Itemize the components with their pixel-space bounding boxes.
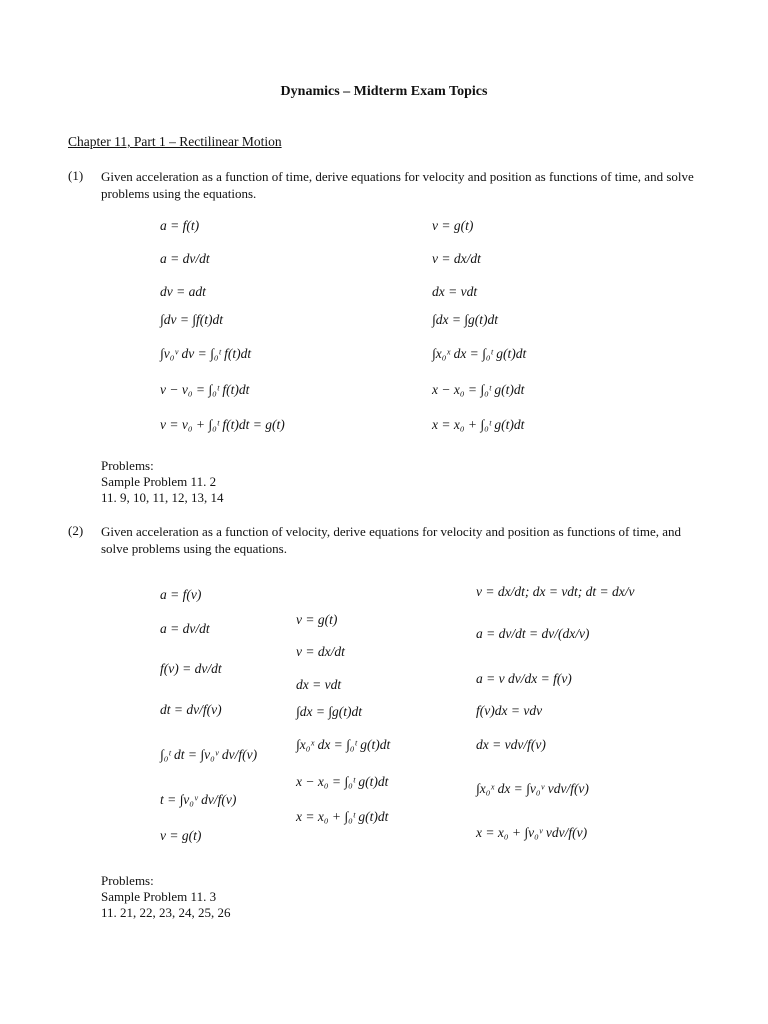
- item-2-left-eq-3: f(v) = dv/dt: [160, 661, 222, 676]
- item-2-left-eq-1: a = f(v): [160, 587, 202, 602]
- item-1-left-eq-7: v = v₀ + ∫₀ᵗ f(t)dt = g(t): [160, 417, 285, 432]
- chapter-heading: Chapter 11, Part 1 – Rectilinear Motion: [68, 134, 282, 149]
- item-2-middle-eq-2: v = dx/dt: [296, 644, 345, 659]
- item-1-right-eq-4: ∫dx = ∫g(t)dt: [432, 312, 498, 327]
- item-2-right-eq-2: a = dv/dt = dv/(dx/v): [476, 626, 590, 641]
- item-1-right-eq-3: dx = vdt: [432, 284, 478, 299]
- problem-list: 11. 21, 22, 23, 24, 25, 26: [101, 905, 231, 920]
- item-1-left-eq-6: v − v₀ = ∫₀ᵗ f(t)dt: [160, 382, 250, 397]
- item-1-text: Given acceleration as a function of time, derive equations for velocity and position as functions of time, and solve problems using the equations.: [101, 169, 694, 201]
- item-2-middle-eq-1: v = g(t): [296, 612, 338, 627]
- item-2-right-eq-7: x = x₀ + ∫v₀ᵛ vdv/f(v): [476, 825, 588, 840]
- item-2-middle-eq-3: dx = vdt: [296, 677, 342, 692]
- problems-heading: Problems:: [101, 873, 154, 888]
- item-2-right-eq-4: f(v)dx = vdv: [476, 703, 543, 718]
- item-2-text: Given acceleration as a function of velocity, derive equations for velocity and position as functions of time, and solve problems using the equations.: [101, 524, 682, 556]
- item-2-left-eq-2: a = dv/dt: [160, 621, 210, 636]
- item-1-right-eq-5: ∫x₀ˣ dx = ∫₀ᵗ g(t)dt: [432, 346, 527, 361]
- item-1-left-eq-1: a = f(t): [160, 218, 200, 233]
- item-2-right-eq-1: v = dx/dt; dx = vdt; dt = dx/v: [476, 584, 635, 599]
- item-2-right-eq-5: dx = vdv/f(v): [476, 737, 546, 752]
- item-2-left-eq-5: ∫₀ᵗ dt = ∫v₀ᵛ dv/f(v): [160, 747, 258, 762]
- item-2-middle-eq-7: x = x₀ + ∫₀ᵗ g(t)dt: [296, 809, 389, 824]
- item-2-middle-eq-5: ∫x₀ˣ dx = ∫₀ᵗ g(t)dt: [296, 737, 391, 752]
- item-1-left-eq-2: a = dv/dt: [160, 251, 210, 266]
- item-2-problems: [101, 873, 231, 921]
- item-2-middle-eq-4: ∫dx = ∫g(t)dt: [296, 704, 362, 719]
- item-2-right-eq-3: a = v dv/dx = f(v): [476, 671, 572, 686]
- item-1-right-eq-7: x = x₀ + ∫₀ᵗ g(t)dt: [432, 417, 525, 432]
- item-2-left-eq-6: t = ∫v₀ᵛ dv/f(v): [160, 792, 237, 807]
- item-2-middle-eq-6: x − x₀ = ∫₀ᵗ g(t)dt: [296, 774, 389, 789]
- item-2-left-eq-7: v = g(t): [160, 828, 202, 843]
- page-title: Dynamics – Midterm Exam Topics: [280, 84, 488, 99]
- item-1-left-eq-5: ∫v₀ᵛ dv = ∫₀ᵗ f(t)dt: [160, 346, 252, 361]
- item-1-problems: [101, 458, 224, 506]
- item-2-right-eq-6: ∫x₀ˣ dx = ∫v₀ᵛ vdv/f(v): [476, 781, 589, 796]
- item-1-left-eq-3: dv = adt: [160, 284, 206, 299]
- item-1-right-eq-6: x − x₀ = ∫₀ᵗ g(t)dt: [432, 382, 525, 397]
- sample-problem: Sample Problem 11. 2: [101, 474, 217, 489]
- item-1-left-eq-4: ∫dv = ∫f(t)dt: [160, 312, 223, 327]
- item-2-left-eq-4: dt = dv/f(v): [160, 702, 222, 717]
- item-1-right-eq-1: v = g(t): [432, 218, 474, 233]
- problems-heading: Problems:: [101, 458, 154, 473]
- problem-list: 11. 9, 10, 11, 12, 13, 14: [101, 490, 224, 505]
- sample-problem: Sample Problem 11. 3: [101, 889, 217, 904]
- item-2-number: (2): [68, 523, 84, 538]
- item-1-right-eq-2: v = dx/dt: [432, 251, 481, 266]
- item-1-number: (1): [68, 168, 84, 183]
